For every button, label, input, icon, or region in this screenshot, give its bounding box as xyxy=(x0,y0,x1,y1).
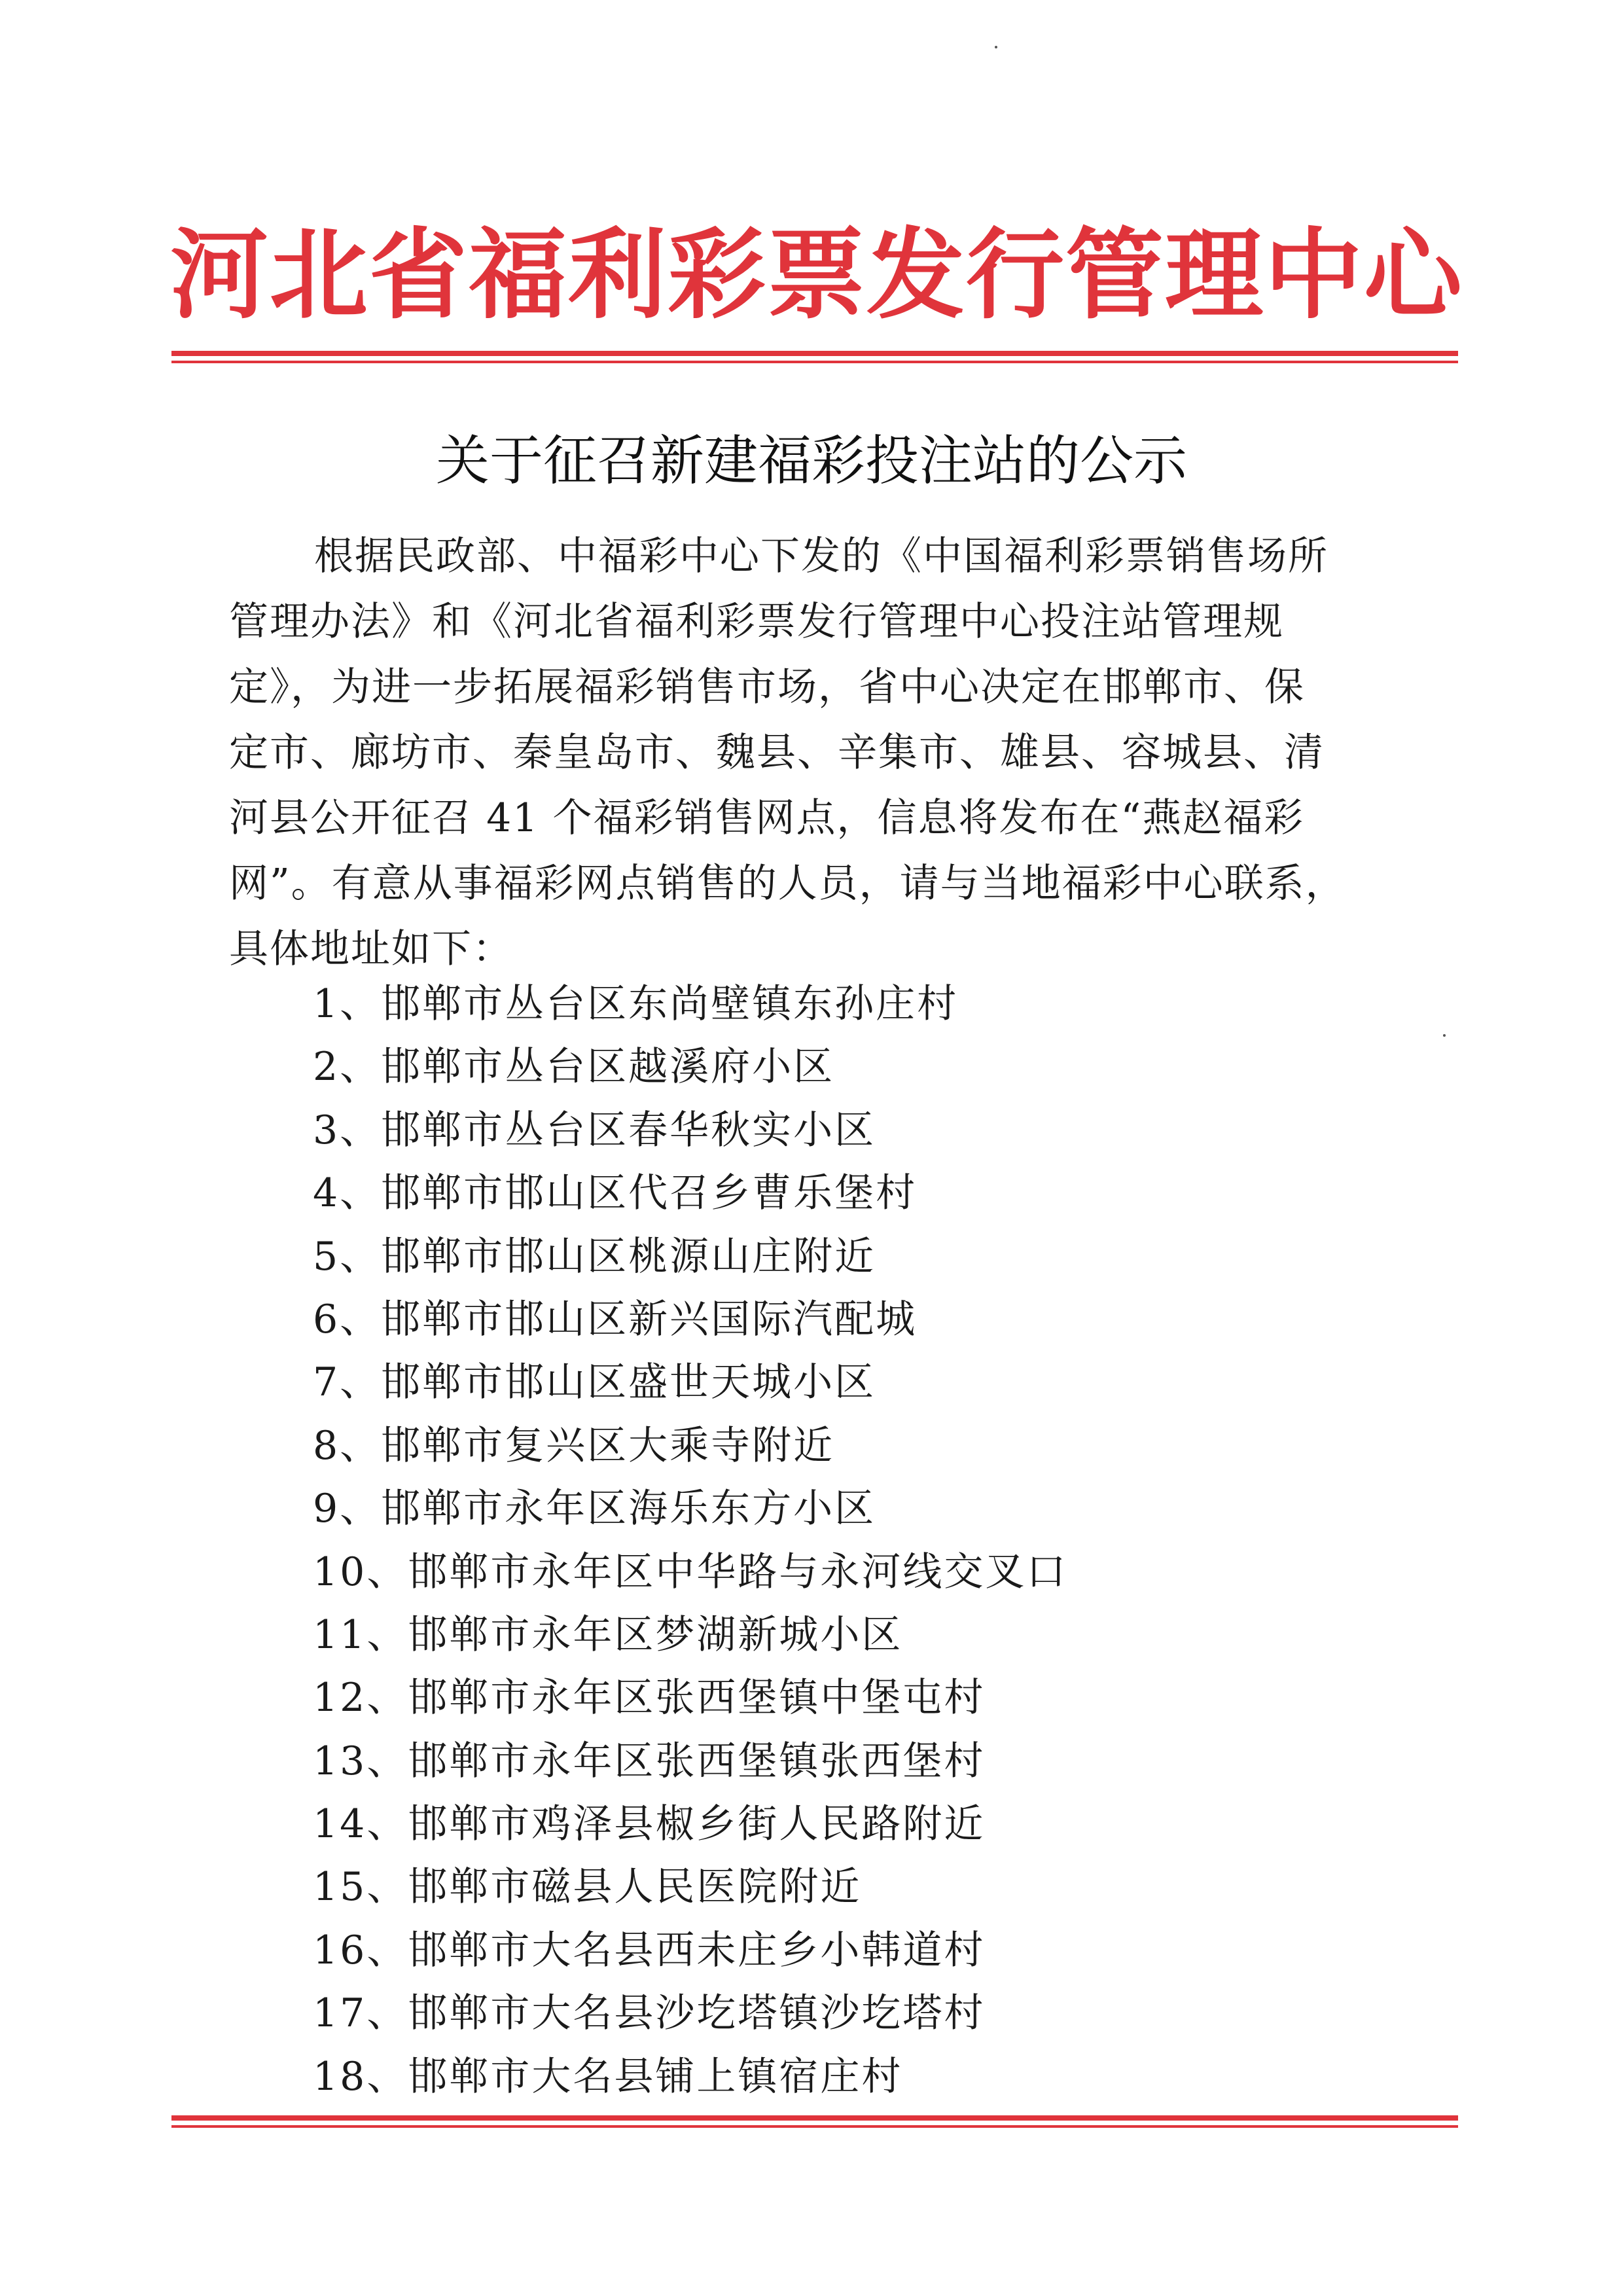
address-item: 15、邯郸市磁县人民医院附近 xyxy=(313,1864,862,1910)
paragraph-line: 具体地址如下： xyxy=(229,926,513,972)
rule-thin-line xyxy=(171,361,1458,363)
address-item: 2、邯郸市丛台区越溪府小区 xyxy=(313,1044,835,1090)
address-item: 4、邯郸市邯山区代召乡曹乐堡村 xyxy=(313,1170,918,1217)
address-item: 3、邯郸市丛台区春华秋实小区 xyxy=(313,1107,876,1153)
address-item: 6、邯郸市邯山区新兴国际汽配城 xyxy=(313,1296,918,1342)
address-item: 17、邯郸市大名县沙圪塔镇沙圪塔村 xyxy=(313,1990,986,2037)
address-item: 8、邯郸市复兴区大乘寺附近 xyxy=(313,1422,835,1469)
document-title: 关于征召新建福彩投注站的公示 xyxy=(435,430,1187,492)
address-item: 12、邯郸市永年区张西堡镇中堡屯村 xyxy=(313,1675,986,1721)
address-item: 5、邯郸市邯山区桃源山庄附近 xyxy=(313,1233,876,1280)
paragraph-line: 河县公开征召 41 个福彩销售网点，信息将发布在“燕赵福彩 xyxy=(229,795,1305,841)
letterhead-red-rule xyxy=(171,351,1458,363)
paragraph-line: 网”。有意从事福彩网点销售的人员，请与当地福彩中心联系， xyxy=(229,861,1346,906)
paragraph-line: 管理办法》和《河北省福利彩票发行管理中心投注站管理规 xyxy=(229,599,1284,645)
address-item: 13、邯郸市永年区张西堡镇张西堡村 xyxy=(313,1738,986,1784)
address-item: 1、邯郸市丛台区东尚壁镇东孙庄村 xyxy=(313,981,959,1027)
rule-thick-line xyxy=(171,351,1458,356)
address-item: 14、邯郸市鸡泽县椒乡街人民路附近 xyxy=(313,1801,986,1848)
address-list xyxy=(313,973,1425,2108)
address-item: 18、邯郸市大名县铺上镇宿庄村 xyxy=(313,2053,903,2100)
letterhead-organization-name: 河北省福利彩票发行管理中心 xyxy=(170,217,1464,332)
address-item: 9、邯郸市永年区海乐东方小区 xyxy=(313,1486,876,1532)
paragraph-line: 根据民政部、中福彩中心下发的《中国福利彩票销售场所 xyxy=(314,533,1329,579)
address-item: 11、邯郸市永年区梦湖新城小区 xyxy=(313,1611,903,1658)
scan-speck xyxy=(995,46,997,48)
paragraph-line: 定》，为进一步拓展福彩销售市场，省中心决定在邯郸市、保 xyxy=(229,664,1305,710)
rule-thick-line xyxy=(171,2115,1458,2121)
address-item: 7、邯郸市邯山区盛世天城小区 xyxy=(313,1359,876,1406)
footer-red-rule xyxy=(171,2115,1458,2128)
paragraph-line: 定市、廊坊市、秦皇岛市、魏县、辛集市、雄县、容城县、清 xyxy=(229,730,1325,776)
rule-thin-line xyxy=(171,2125,1458,2128)
body-paragraph xyxy=(229,524,1427,982)
address-item: 16、邯郸市大名县西未庄乡小韩道村 xyxy=(313,1927,986,1973)
address-item: 10、邯郸市永年区中华路与永河线交叉口 xyxy=(313,1549,1068,1595)
scan-speck xyxy=(1443,1034,1446,1037)
